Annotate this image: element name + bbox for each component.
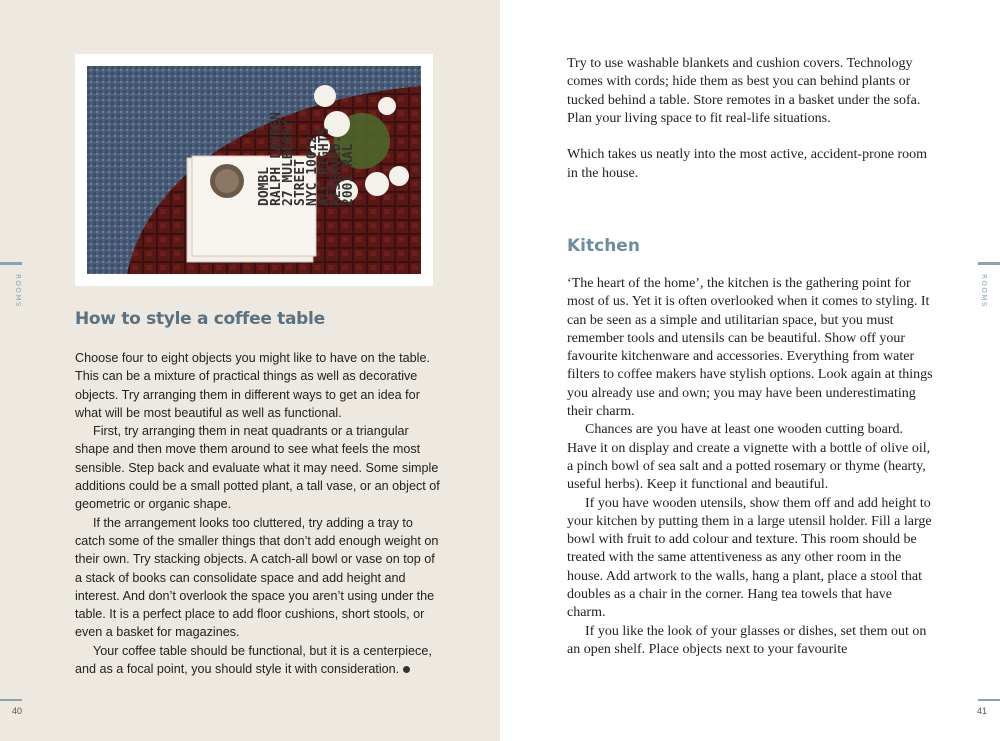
section-tab-label: ROOMS — [980, 274, 988, 308]
living-space-body — [567, 55, 933, 183]
coffee-table-body — [75, 349, 440, 678]
book-spine-text: DOMBL RALPH LAUREN 27 MULBERRY STREET NYC 10012 ALL RIGHTS RESERVED. 2001 RAL — [257, 112, 356, 206]
coffee-table-heading: How to style a coffee table — [75, 309, 325, 329]
coffee-table-illustration — [87, 66, 421, 274]
photo-image — [87, 66, 421, 274]
kitchen-body — [567, 275, 933, 659]
kitchen-heading: Kitchen — [567, 236, 640, 256]
paragraph: If the arrangement looks too cluttered, try adding a tray to catch some of the smaller things that don’t add enough weight on their own. Try stacking objects. A catch-all bowl or vase on top of a stack of books can consolidate space and add height and interest. And don’t overlook the space you aren’t using under the table. It is a perfect place to add floor cushions, short stools, or even a basket for magazines. — [75, 515, 439, 640]
coffee-table-photo — [75, 54, 433, 286]
page-number: 40 — [12, 706, 23, 716]
paragraph: Try to use washable blankets and cushion covers. Technology comes with cords; hide them as best you can behind plants or tucked behind a table. Store remotes in a basket under the sofa. Plan your living space to fit real-life situations. — [567, 56, 921, 126]
paragraph: Choose four to eight objects you might like to have on the table. This can be a mixture of practical things as well as decorative objects. Try arranging them in different ways to get an idea for what will be most beautiful as well as functional. — [75, 351, 430, 420]
folio-bar — [0, 699, 22, 701]
paragraph: Which takes us neatly into the most active, accident-prone room in the house. — [567, 147, 927, 181]
section-tab-bar — [0, 262, 22, 265]
paragraph: If you have wooden utensils, show them off and add height to your kitchen by putting them in a large utensil holder. Fill a large bowl with fruit to add colour and texture. This room should be treated with the same attentiveness as any other room in the house. Add artwork to the walls, hang a plant, place a stool that doubles as a chair in the corner. Hang tea towels that have charm. — [567, 495, 932, 621]
folio-bar — [978, 699, 1000, 701]
paragraph-text: Your coffee table should be functional, but it is a centerpiece, and as a focal point, you should style it with consideration. — [75, 643, 432, 677]
end-mark-icon — [403, 666, 410, 673]
section-tab-label: ROOMS — [14, 274, 22, 308]
paragraph: First, try arranging them in neat quadrants or a triangular shape and then move them around to see what feels the most sensible. Step back and evaluate what it may need. Some simple additions could be a small potted plant, a tall vase, or an object of geometric or organic shape. — [75, 424, 440, 512]
paragraph: Chances are you have at least one wooden cutting board. Have it on display and create a vignette with a bottle of olive oil, a pinch bowl of sea salt and a potted rosemary or thyme (hearty, useful herbs). Keep it functional and beautiful. — [567, 422, 931, 493]
paragraph: If you like the look of your glasses or dishes, set them out on an open shelf. Place objects next to your favourite — [567, 623, 927, 657]
page-number: 41 — [977, 706, 988, 716]
right-page — [500, 0, 1000, 741]
paragraph — [75, 642, 440, 679]
section-tab-bar — [978, 262, 1000, 265]
paragraph: ‘The heart of the home’, the kitchen is the gathering point for most of us. Yet it is often overlooked when it comes to styling. It can be seen as a simple and utilitarian space, but you must remember tools and utensils can be beautiful. Show off your favourite kitchenware and accessories. Everything from water filters to coffee makers have stylish options. Look again at things you already use and own; you may have been underestimating their charm. — [567, 276, 933, 420]
